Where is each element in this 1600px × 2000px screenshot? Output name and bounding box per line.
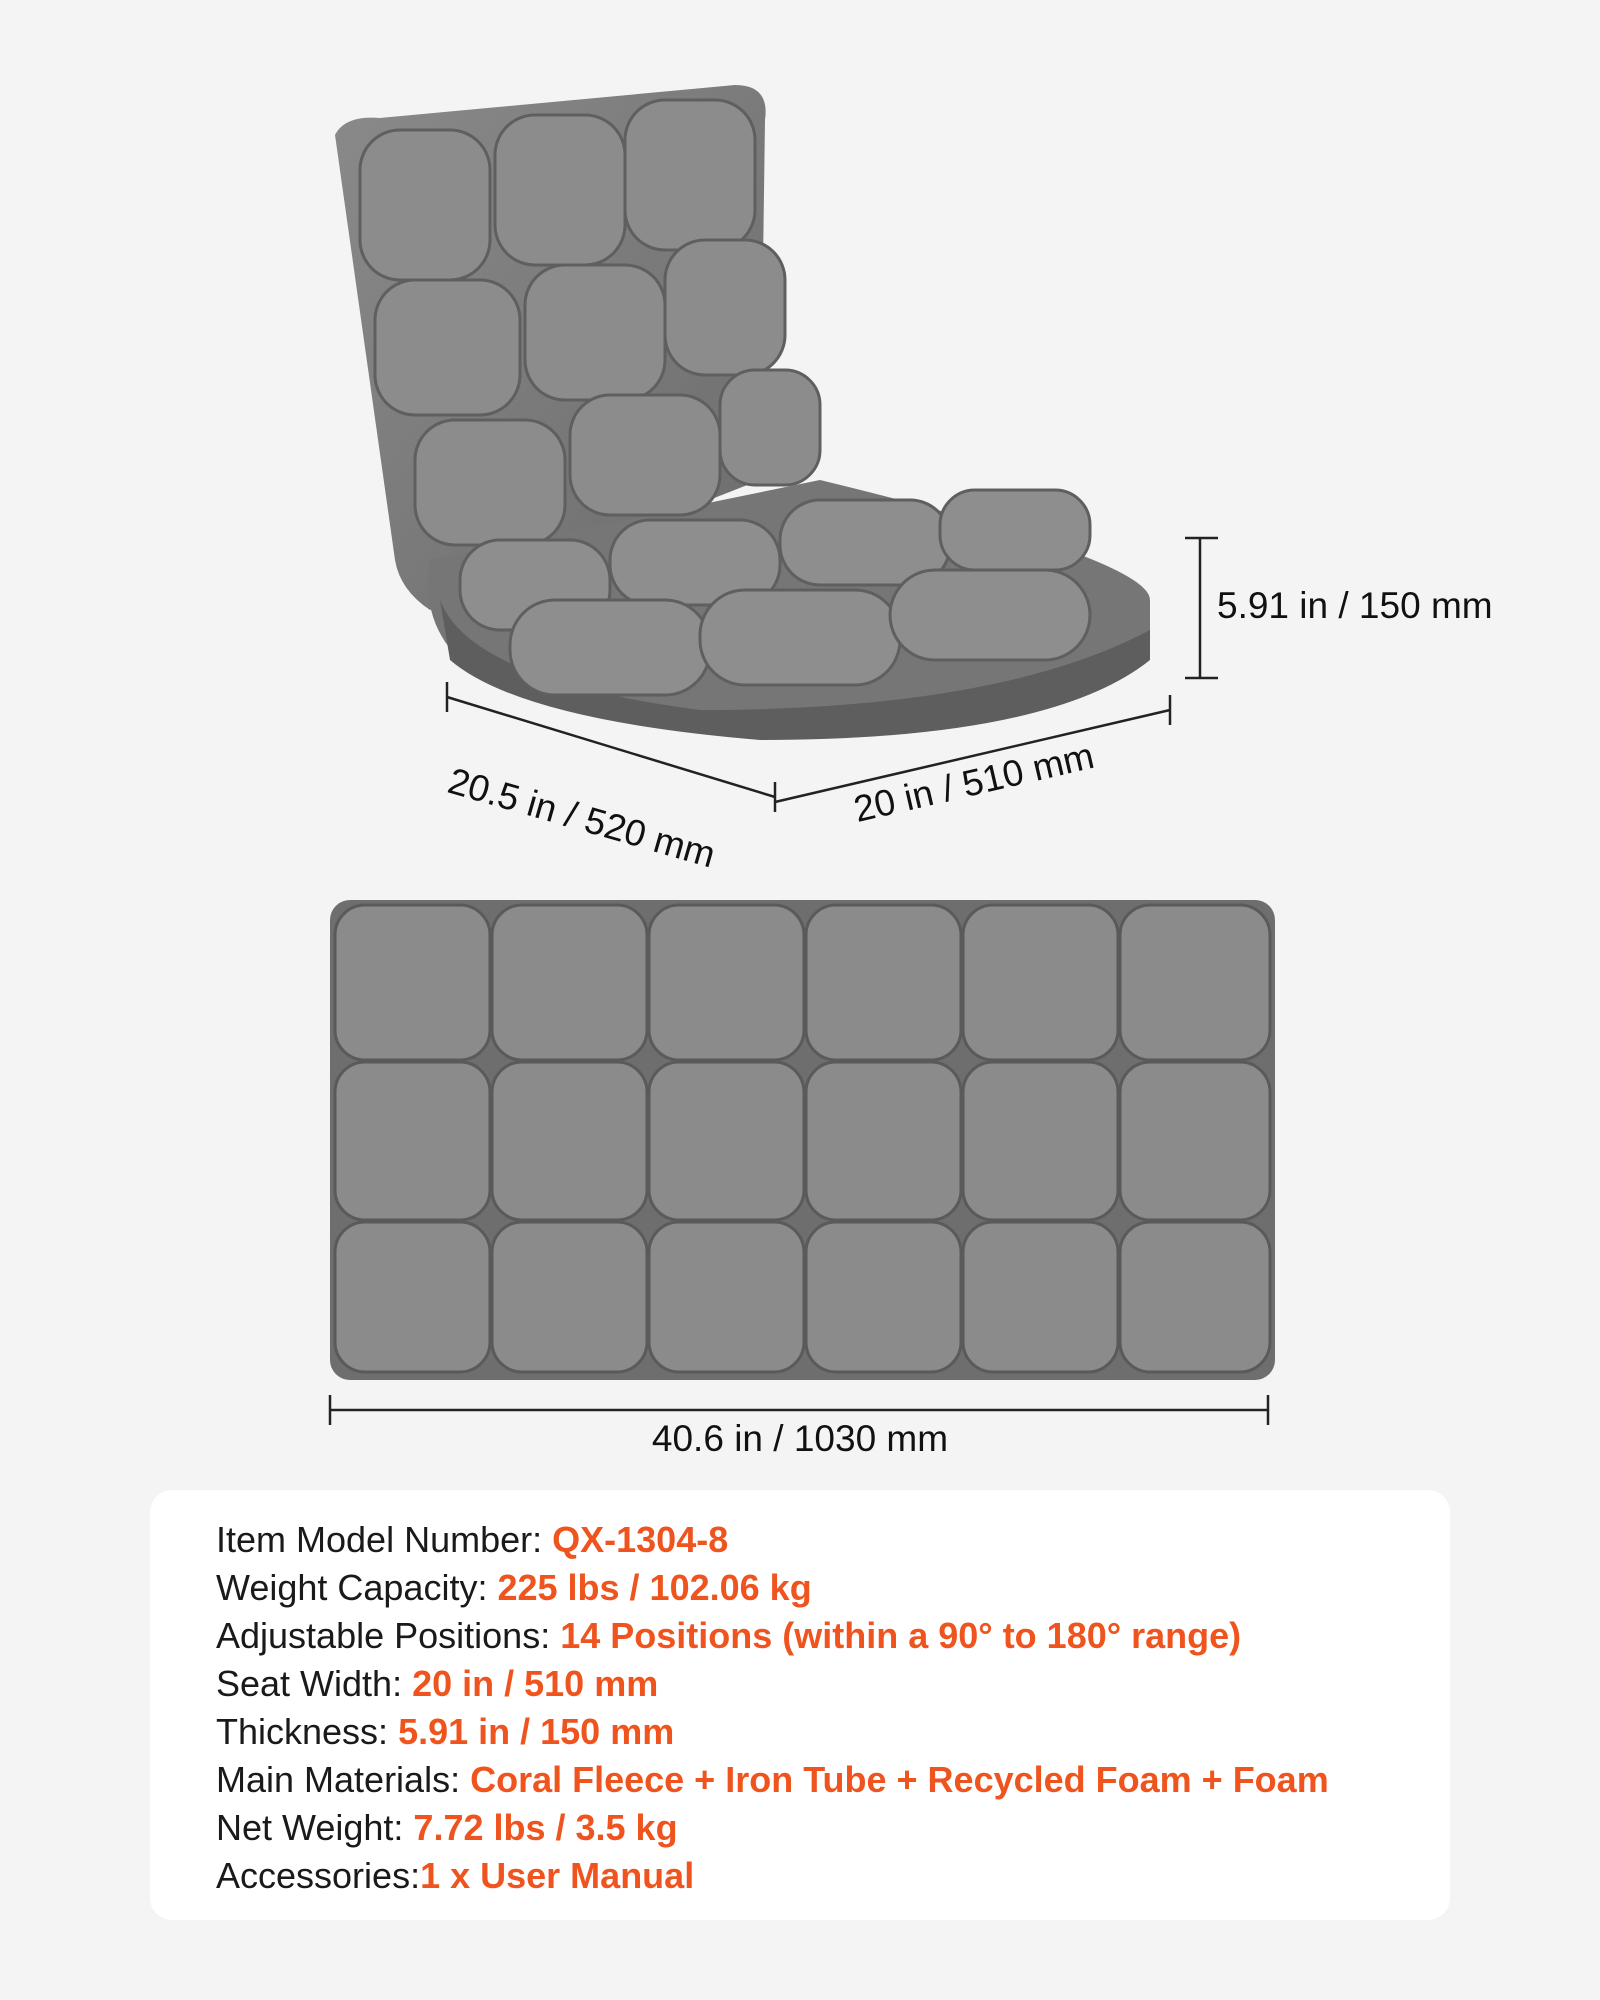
spec-label: Accessories: <box>216 1855 421 1896</box>
spec-label: Weight Capacity: <box>216 1567 498 1608</box>
spec-label: Main Materials: <box>216 1759 471 1800</box>
width-dimension-label: 20 in / 510 mm <box>850 734 1098 830</box>
spec-label: Thickness: <box>216 1711 399 1752</box>
spec-label: Seat Width: <box>216 1663 413 1704</box>
spec-label: Item Model Number: <box>216 1519 553 1560</box>
spec-row-seat-width <box>216 1660 658 1708</box>
spec-value: 14 Positions (within a 90° to 180° range) <box>560 1615 1242 1656</box>
spec-value: 225 lbs / 102.06 kg <box>497 1567 812 1608</box>
spec-value: 5.91 in / 150 mm <box>398 1711 675 1752</box>
spec-row-model <box>216 1516 728 1564</box>
spec-row-positions <box>216 1612 1241 1660</box>
spec-card <box>150 1490 1450 1920</box>
spec-label: Net Weight: <box>216 1807 414 1848</box>
spec-value: QX-1304-8 <box>552 1519 729 1560</box>
depth-dimension-label: 20.5 in / 520 mm <box>443 760 720 876</box>
chair-image <box>0 0 1600 860</box>
spec-row-weight-capacity <box>216 1564 812 1612</box>
spec-row-accessories <box>216 1852 694 1900</box>
length-dimension-label: 40.6 in / 1030 mm <box>651 1418 949 1459</box>
spec-row-net-weight <box>216 1804 678 1852</box>
spec-value: 7.72 lbs / 3.5 kg <box>413 1807 678 1848</box>
spec-value: Coral Fleece + Iron Tube + Recycled Foam + Foam <box>470 1759 1329 1800</box>
spec-label: Adjustable Positions: <box>216 1615 561 1656</box>
spec-value: 20 in / 510 mm <box>412 1663 659 1704</box>
spec-row-thickness <box>216 1708 674 1756</box>
flat-cushion-image <box>0 880 1600 1440</box>
spec-row-materials <box>216 1756 1329 1804</box>
height-dimension-label: 5.91 in / 150 mm <box>1217 585 1493 626</box>
spec-value: 1 x User Manual <box>420 1855 695 1896</box>
